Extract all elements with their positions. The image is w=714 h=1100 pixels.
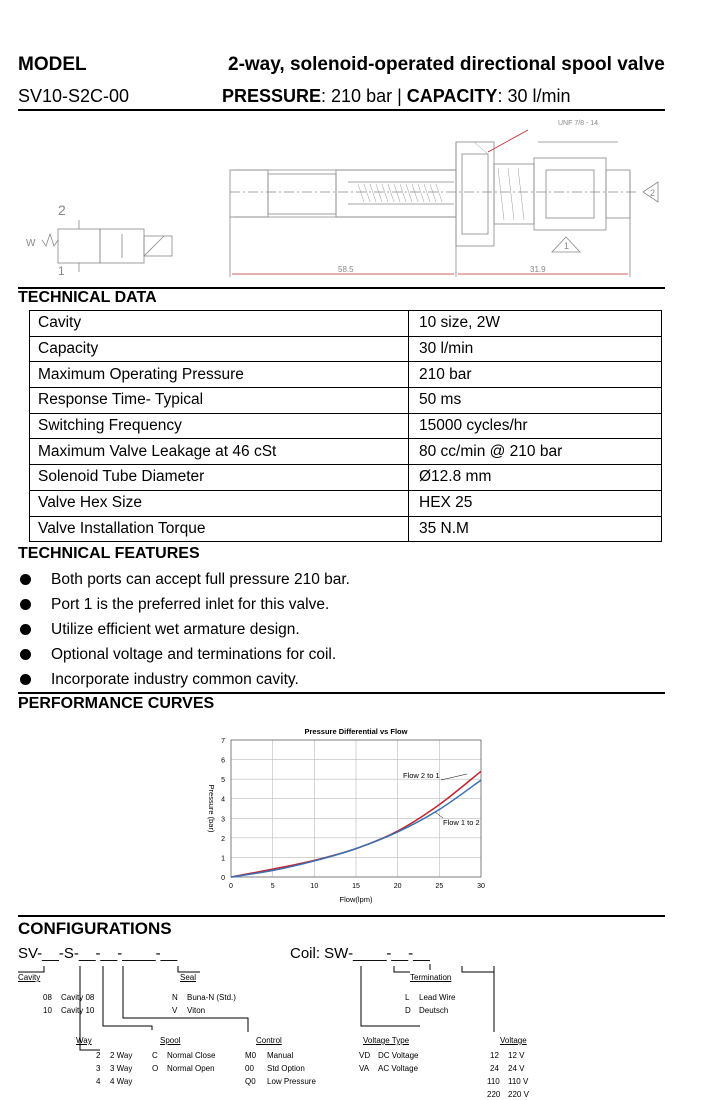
tech-data-value: Ø12.8 mm: [409, 465, 662, 491]
section-divider: [18, 692, 665, 694]
voltage-option-code: 220: [487, 1090, 501, 1099]
feature-text: Optional voltage and terminations for coil.: [51, 646, 337, 663]
cavity-label: Cavity: [18, 973, 41, 982]
x-axis-label: Flow(lpm): [339, 895, 373, 904]
x-tick-label: 20: [393, 883, 402, 890]
model-code: SV10-S2C-00: [18, 86, 130, 106]
tech-data-label: Switching Frequency: [30, 413, 409, 439]
cavity-option-code: 08: [43, 993, 52, 1002]
configurations-title: CONFIGURATIONS: [18, 919, 172, 938]
control-option-text: Low Pressure: [267, 1077, 316, 1086]
coil-code: Coil: SW-____-__-__: [290, 945, 430, 962]
y-axis-label: Pressure (bar): [207, 784, 216, 833]
x-tick-label: 25: [435, 883, 444, 890]
tech-data-value: 35 N.M: [409, 516, 662, 542]
voltage-type-option-code: VA: [359, 1064, 370, 1073]
voltage-option-code: 110: [487, 1077, 500, 1086]
cavity-option-code: 10: [43, 1006, 52, 1015]
tech-data-label: Cavity: [30, 311, 409, 337]
y-tick-label: 4: [221, 796, 225, 804]
tech-data-value: HEX 25: [409, 490, 662, 516]
tech-data-value: 50 ms: [409, 388, 662, 414]
tech-data-row: [30, 439, 662, 465]
voltage-option-text: 12 V: [508, 1051, 525, 1060]
voltage-type-option-text: DC Voltage: [378, 1051, 419, 1060]
tech-data-value: 30 l/min: [409, 336, 662, 362]
y-tick-label: 5: [221, 777, 225, 785]
seal-option-code: V: [172, 1006, 178, 1015]
voltage-option-text: 110 V: [508, 1077, 529, 1086]
bullet-icon: [20, 674, 31, 685]
way-option-code: 4: [96, 1077, 101, 1086]
seal-label: Seal: [180, 973, 197, 982]
dim-left-label: 58.5: [338, 265, 354, 274]
control-option-text: Manual: [267, 1051, 294, 1060]
bullet-icon: [20, 599, 31, 610]
tech-data-value: 210 bar: [409, 362, 662, 388]
y-tick-label: 1: [221, 855, 225, 863]
technical-data-title: TECHNICAL DATA: [18, 289, 157, 306]
control-label: Control: [256, 1036, 282, 1045]
tech-data-row: [30, 465, 662, 491]
feature-text: Both ports can accept full pressure 210 bar.: [51, 571, 350, 588]
termination-option-text: Lead Wire: [419, 993, 456, 1002]
drawing-port-1: 1: [564, 241, 570, 251]
tech-data-row: [30, 388, 662, 414]
x-tick-label: 0: [229, 883, 233, 890]
termination-label: Termination: [410, 973, 452, 982]
tech-data-value: 80 cc/min @ 210 bar: [409, 439, 662, 465]
series-label-flow-1-to-2: Flow 1 to 2: [443, 818, 480, 827]
symbol-box-left: [58, 229, 100, 263]
tech-data-label: Maximum Valve Leakage at 46 cSt: [30, 439, 409, 465]
features-list: [18, 570, 350, 695]
way-option-text: 2 Way: [110, 1051, 133, 1060]
voltage-option-text: 24 V: [508, 1064, 525, 1073]
feature-item: [18, 645, 350, 670]
termination-option-code: L: [405, 993, 410, 1002]
way-option-text: 4 Way: [110, 1077, 133, 1086]
technical-data-table: [29, 310, 662, 542]
bullet-icon: [20, 624, 31, 635]
control-option-text: Std Option: [267, 1064, 305, 1073]
tech-data-label: Capacity: [30, 336, 409, 362]
spool-label: Spool: [160, 1036, 181, 1045]
tech-data-row: [30, 336, 662, 362]
spool-option-text: Normal Open: [167, 1064, 215, 1073]
drawing-port-2: 2: [650, 188, 656, 198]
bullet-icon: [20, 574, 31, 585]
tech-data-value: 10 size, 2W: [409, 311, 662, 337]
voltage-type-label: Voltage Type: [363, 1036, 410, 1045]
dim-right-label: 31.9: [530, 265, 546, 274]
tech-data-row: [30, 311, 662, 337]
y-tick-label: 7: [221, 738, 225, 745]
bullet-icon: [20, 649, 31, 660]
x-tick-label: 10: [310, 883, 319, 890]
way-option-code: 2: [96, 1051, 101, 1060]
pressure-capacity-line: [222, 86, 570, 107]
x-tick-label: 30: [477, 883, 485, 890]
spool-option-code: O: [152, 1064, 159, 1073]
tech-data-row: [30, 413, 662, 439]
technical-features-title: TECHNICAL FEATURES: [18, 545, 200, 562]
capacity-label: CAPACITY: [406, 86, 498, 106]
seal-option-text: Buna-N (Std.): [187, 993, 236, 1002]
feature-text: Utilize efficient wet armature design.: [51, 621, 300, 638]
performance-title: PERFORMANCE CURVES: [18, 695, 215, 712]
voltage-option-code: 12: [490, 1051, 499, 1060]
voltage-option-text: 220 V: [508, 1090, 529, 1099]
spool-option-code: C: [152, 1051, 158, 1060]
tech-data-label: Valve Hex Size: [30, 490, 409, 516]
series-label-flow-2-to-1: Flow 2 to 1: [403, 771, 440, 780]
voltage-label: Voltage: [500, 1036, 527, 1045]
x-tick-label: 5: [270, 883, 275, 890]
performance-chart: [195, 722, 495, 912]
voltage-type-option-code: VD: [359, 1051, 371, 1060]
y-tick-label: 0: [221, 875, 225, 882]
product-title: 2-way, solenoid-operated directional spool valve: [228, 54, 665, 75]
series-leader-flow-1-to-2: [435, 812, 443, 818]
symbol-spring-label: W: [26, 238, 36, 249]
pressure-value: : 210 bar |: [321, 86, 407, 106]
control-option-code: M0: [245, 1051, 257, 1060]
feature-item: [18, 570, 350, 595]
seal-option-text: Viton: [187, 1006, 206, 1015]
tech-data-label: Solenoid Tube Diameter: [30, 465, 409, 491]
way-label: Way: [76, 1036, 92, 1045]
feature-item: [18, 595, 350, 620]
way-option-code: 3: [96, 1064, 101, 1073]
control-option-code: 00: [245, 1064, 254, 1073]
termination-option-text: Deutsch: [419, 1006, 449, 1015]
tech-data-label: Valve Installation Torque: [30, 516, 409, 542]
symbol-port-1: 1: [58, 264, 65, 278]
valve-drawing: [18, 112, 678, 287]
capacity-value: : 30 l/min: [497, 86, 571, 106]
thread-label: UNF 7/8 - 14: [558, 120, 599, 127]
y-tick-label: 3: [221, 816, 225, 824]
tech-data-label: Response Time- Typical: [30, 388, 409, 414]
feature-text: Incorporate industry common cavity.: [51, 671, 299, 688]
valve-code: SV-__-S-__-__-____-__: [18, 945, 178, 962]
section-divider: [18, 915, 665, 917]
feature-text: Port 1 is the preferred inlet for this valve.: [51, 596, 330, 613]
termination-option-code: D: [405, 1006, 411, 1015]
header-divider: [18, 109, 665, 111]
way-option-text: 3 Way: [110, 1064, 133, 1073]
chart-title: Pressure Differential vs Flow: [304, 727, 408, 736]
model-label: MODEL: [18, 54, 87, 75]
cavity-option-text: Cavity 10: [61, 1006, 95, 1015]
tech-data-label: Maximum Operating Pressure: [30, 362, 409, 388]
voltage-option-code: 24: [490, 1064, 499, 1073]
y-tick-label: 6: [221, 757, 225, 765]
pressure-label: PRESSURE: [222, 86, 322, 106]
x-tick-label: 15: [352, 883, 360, 890]
voltage-type-option-text: AC Voltage: [378, 1064, 419, 1073]
symbol-port-2: 2: [58, 202, 66, 218]
spool-option-text: Normal Close: [167, 1051, 216, 1060]
tech-data-row: [30, 516, 662, 542]
control-option-code: Q0: [245, 1077, 256, 1086]
feature-item: [18, 620, 350, 645]
tech-data-value: 15000 cycles/hr: [409, 413, 662, 439]
seal-option-code: N: [172, 993, 178, 1002]
cavity-option-text: Cavity 08: [61, 993, 95, 1002]
y-tick-label: 2: [221, 835, 225, 843]
config-connector-lines: [0, 960, 714, 1100]
tech-data-row: [30, 362, 662, 388]
tech-data-row: [30, 490, 662, 516]
